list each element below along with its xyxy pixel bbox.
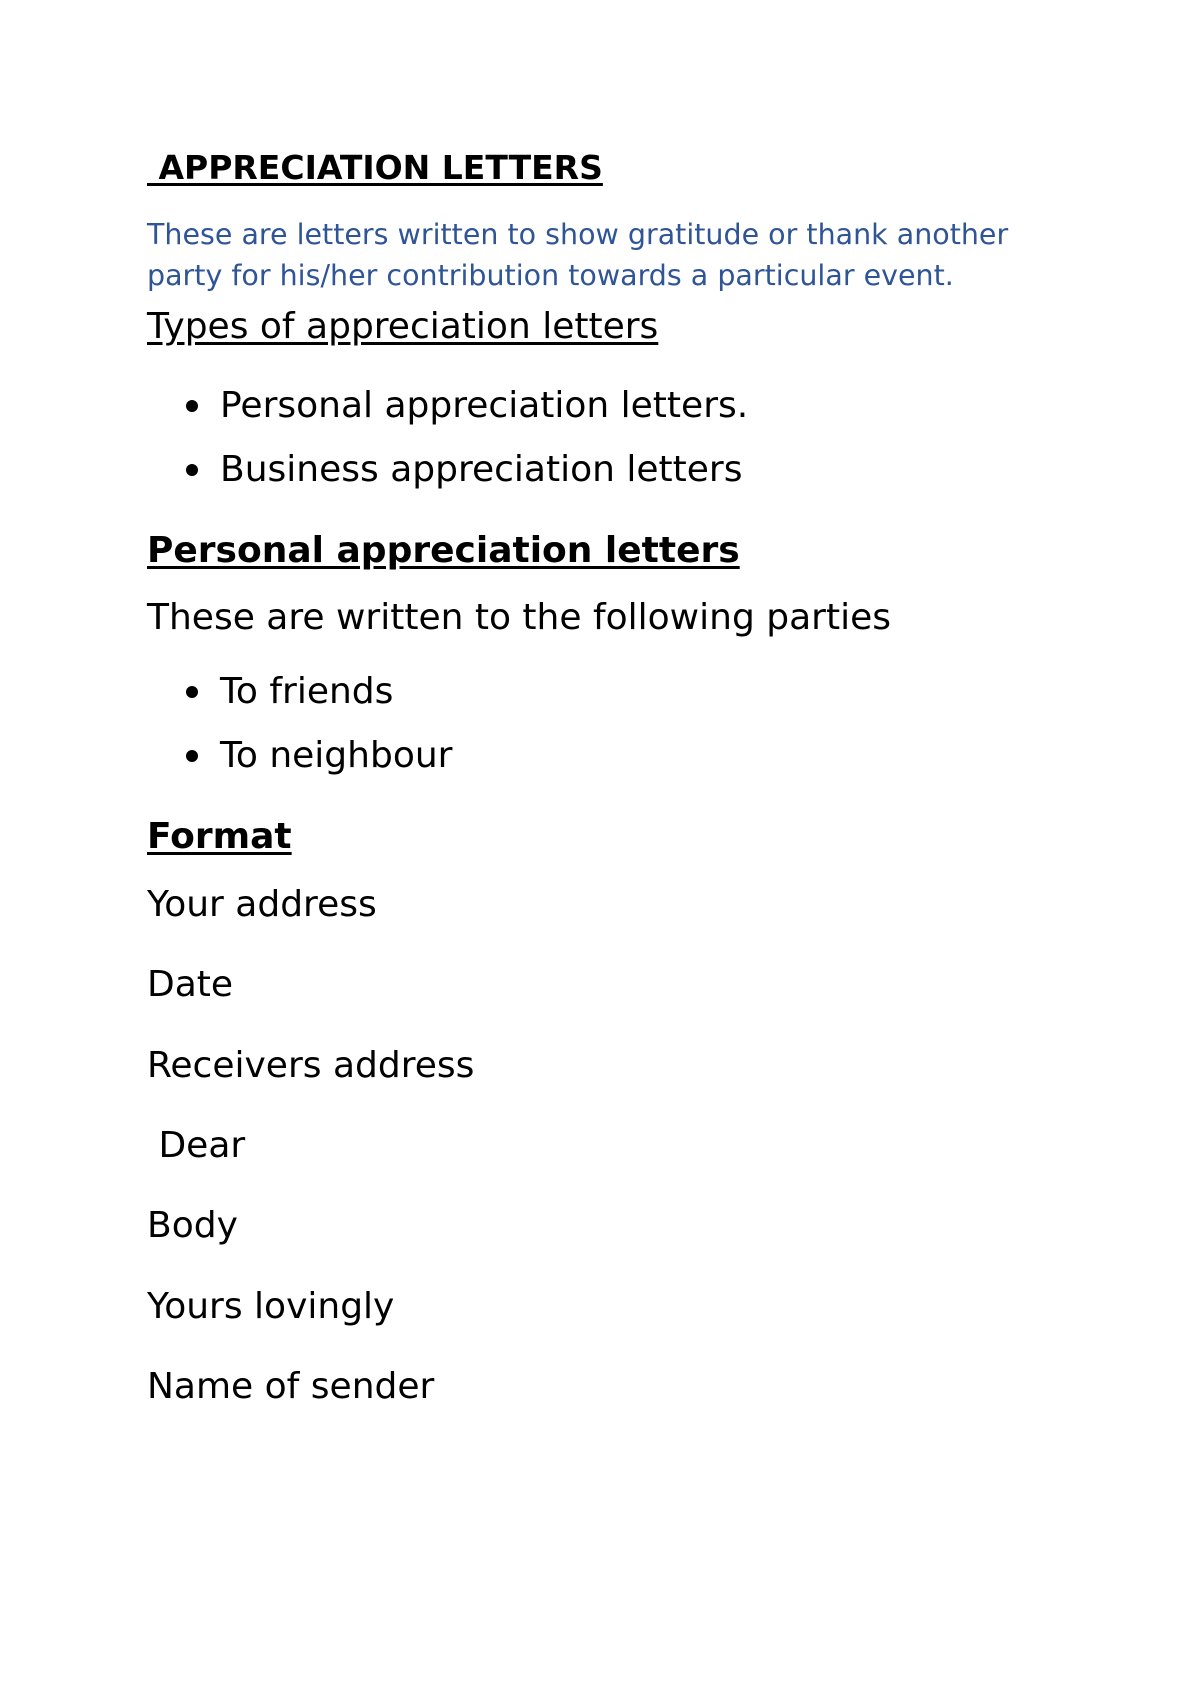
list-item-text: To friends xyxy=(220,671,394,713)
types-list xyxy=(147,374,1077,502)
document-content xyxy=(147,150,1077,1447)
list-item xyxy=(147,724,1077,788)
document-title: APPRECIATION LETTERS xyxy=(147,148,603,187)
format-line-dear: Dear xyxy=(147,1125,246,1167)
list-item xyxy=(147,374,1077,438)
parties-list xyxy=(147,660,1077,788)
format-line-date: Date xyxy=(147,964,234,1006)
bullet-icon xyxy=(186,400,198,412)
personal-lead: These are written to the following parties xyxy=(147,597,891,639)
format-heading: Format xyxy=(147,816,292,858)
intro-paragraph: These are letters written to show gratitude or thank another party for his/her contribution towards a particular event. xyxy=(147,218,1009,293)
format-line-sender-name: Name of sender xyxy=(147,1366,435,1408)
list-item xyxy=(147,660,1077,724)
personal-heading: Personal appreciation letters xyxy=(147,529,740,571)
list-item-text: To neighbour xyxy=(220,735,453,777)
list-item-text: Personal appreciation letters. xyxy=(220,384,749,426)
format-line-body: Body xyxy=(147,1205,238,1247)
list-item xyxy=(147,438,1077,502)
bullet-icon xyxy=(186,750,198,762)
format-lines xyxy=(147,884,1077,1408)
format-line-closing: Yours lovingly xyxy=(147,1285,395,1327)
format-line-receivers-address: Receivers address xyxy=(147,1044,475,1086)
format-line-your-address: Your address xyxy=(147,883,377,925)
types-heading: Types of appreciation letters xyxy=(147,306,659,348)
bullet-icon xyxy=(186,686,198,698)
list-item-text: Business appreciation letters xyxy=(220,448,743,490)
bullet-icon xyxy=(186,464,198,476)
